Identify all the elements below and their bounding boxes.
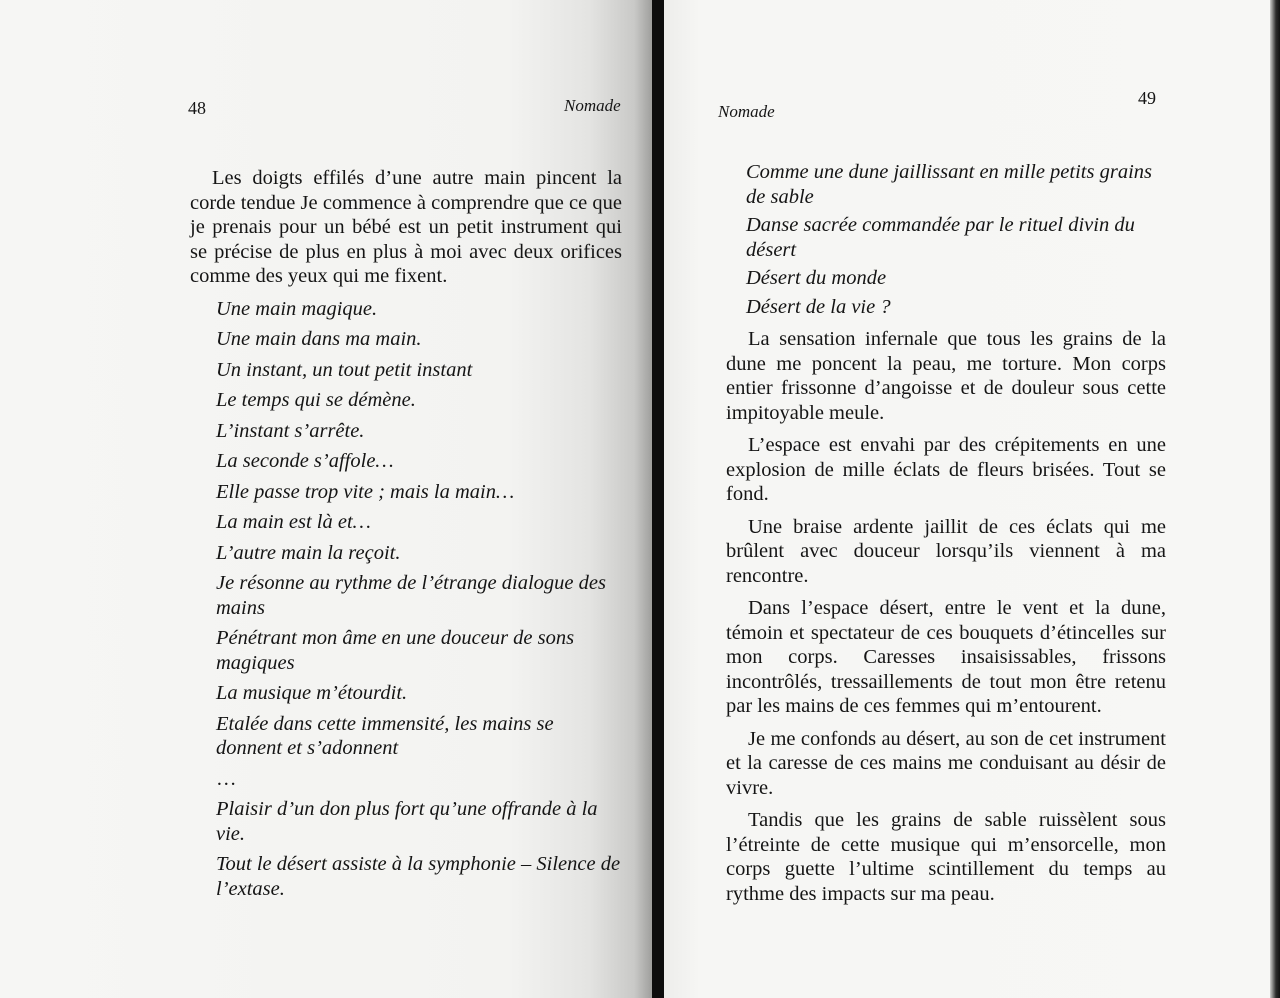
page-number: 49 (1138, 88, 1156, 108)
verse-line: Désert de la vie ? (746, 295, 891, 318)
verse-block (190, 297, 622, 902)
right-page (664, 0, 1270, 998)
page-number: 48 (188, 98, 206, 118)
verse-block (726, 160, 1166, 319)
verse-line: La seconde s’affole… (216, 450, 394, 472)
book-edge (1270, 0, 1280, 998)
paragraph: Les doigts effilés d’une autre main pincent la corde tendue Je commence à comprendre que ce que je prenais pour un bébé est un petit instrument qui se précise de plus en plus à moi avec deux orifices comme des yeux qui me fixent. (190, 167, 622, 287)
paragraph: Je me confonds au désert, au son de cet instrument et la caresse de ces mains me conduisant au désir de vivre. (726, 727, 1166, 799)
verse-line: Pénétrant mon âme en une douceur de sons magiques (216, 627, 575, 674)
verse-line: L’instant s’arrête. (216, 419, 365, 442)
verse-line: Tout le désert assiste à la symphonie – Silence de l’extase. (216, 853, 621, 900)
running-head: Nomade (564, 96, 621, 115)
ellipsis-line: … (216, 767, 237, 790)
verse-line: Une main magique. (216, 297, 378, 320)
verse-line: Comme une dune jaillissant en mille petits grains de sable (746, 161, 1152, 208)
paragraph: Une braise ardente jaillit de ces éclats qui me brûlent avec douceur lorsqu’ils viennent à ma rencontre. (726, 515, 1166, 587)
paragraph: Tandis que les grains de sable ruissèlent sous l’étreinte de cette musique qui m’ensorcelle, mon corps guette l’ultime scintillement du temps au rythme des impacts sur ma peau. (726, 809, 1166, 905)
verse-line: La musique m’étourdit. (216, 682, 408, 704)
verse-line: Plaisir d’un don plus fort qu’une offrande à la vie. (216, 798, 598, 845)
paragraph: La sensation infernale que tous les grains de la dune me poncent la peau, me torture. Mon corps entier frissonne d’angoisse et de douleur sous cette impitoyable meule. (726, 328, 1166, 424)
verse-line: La main est là et… (216, 511, 371, 533)
running-head: Nomade (718, 102, 775, 121)
left-page-text (190, 166, 622, 907)
verse-line: Je résonne au rythme de l’étrange dialogue des mains (216, 572, 606, 619)
paragraph: Dans l’espace désert, entre le vent et la dune, témoin et spectateur de ces bouquets d’étincelles sur mon corps. Caresses insaisissables, frissons incontrôlés, tressaillements de tout mon être retenu par les mains de ces femmes qui m’entourent. (726, 597, 1166, 717)
paragraph: L’espace est envahi par des crépitements en une explosion de mille éclats de fleurs brisées. Tout se fond. (726, 434, 1166, 505)
right-page-text (726, 160, 1166, 914)
verse-line: Un instant, un tout petit instant (216, 358, 473, 381)
verse-line: Elle passe trop vite ; mais la main… (216, 480, 515, 503)
verse-line: Une main dans ma main. (216, 328, 422, 350)
verse-line: Le temps qui se démène. (216, 389, 416, 411)
verse-line: Désert du monde (746, 267, 887, 289)
verse-line: Etalée dans cette immensité, les mains se donnent et s’adonnent (216, 712, 554, 759)
verse-line: Danse sacrée commandée par le rituel divin du désert (746, 214, 1135, 261)
verse-line: L’autre main la reçoit. (216, 541, 401, 564)
